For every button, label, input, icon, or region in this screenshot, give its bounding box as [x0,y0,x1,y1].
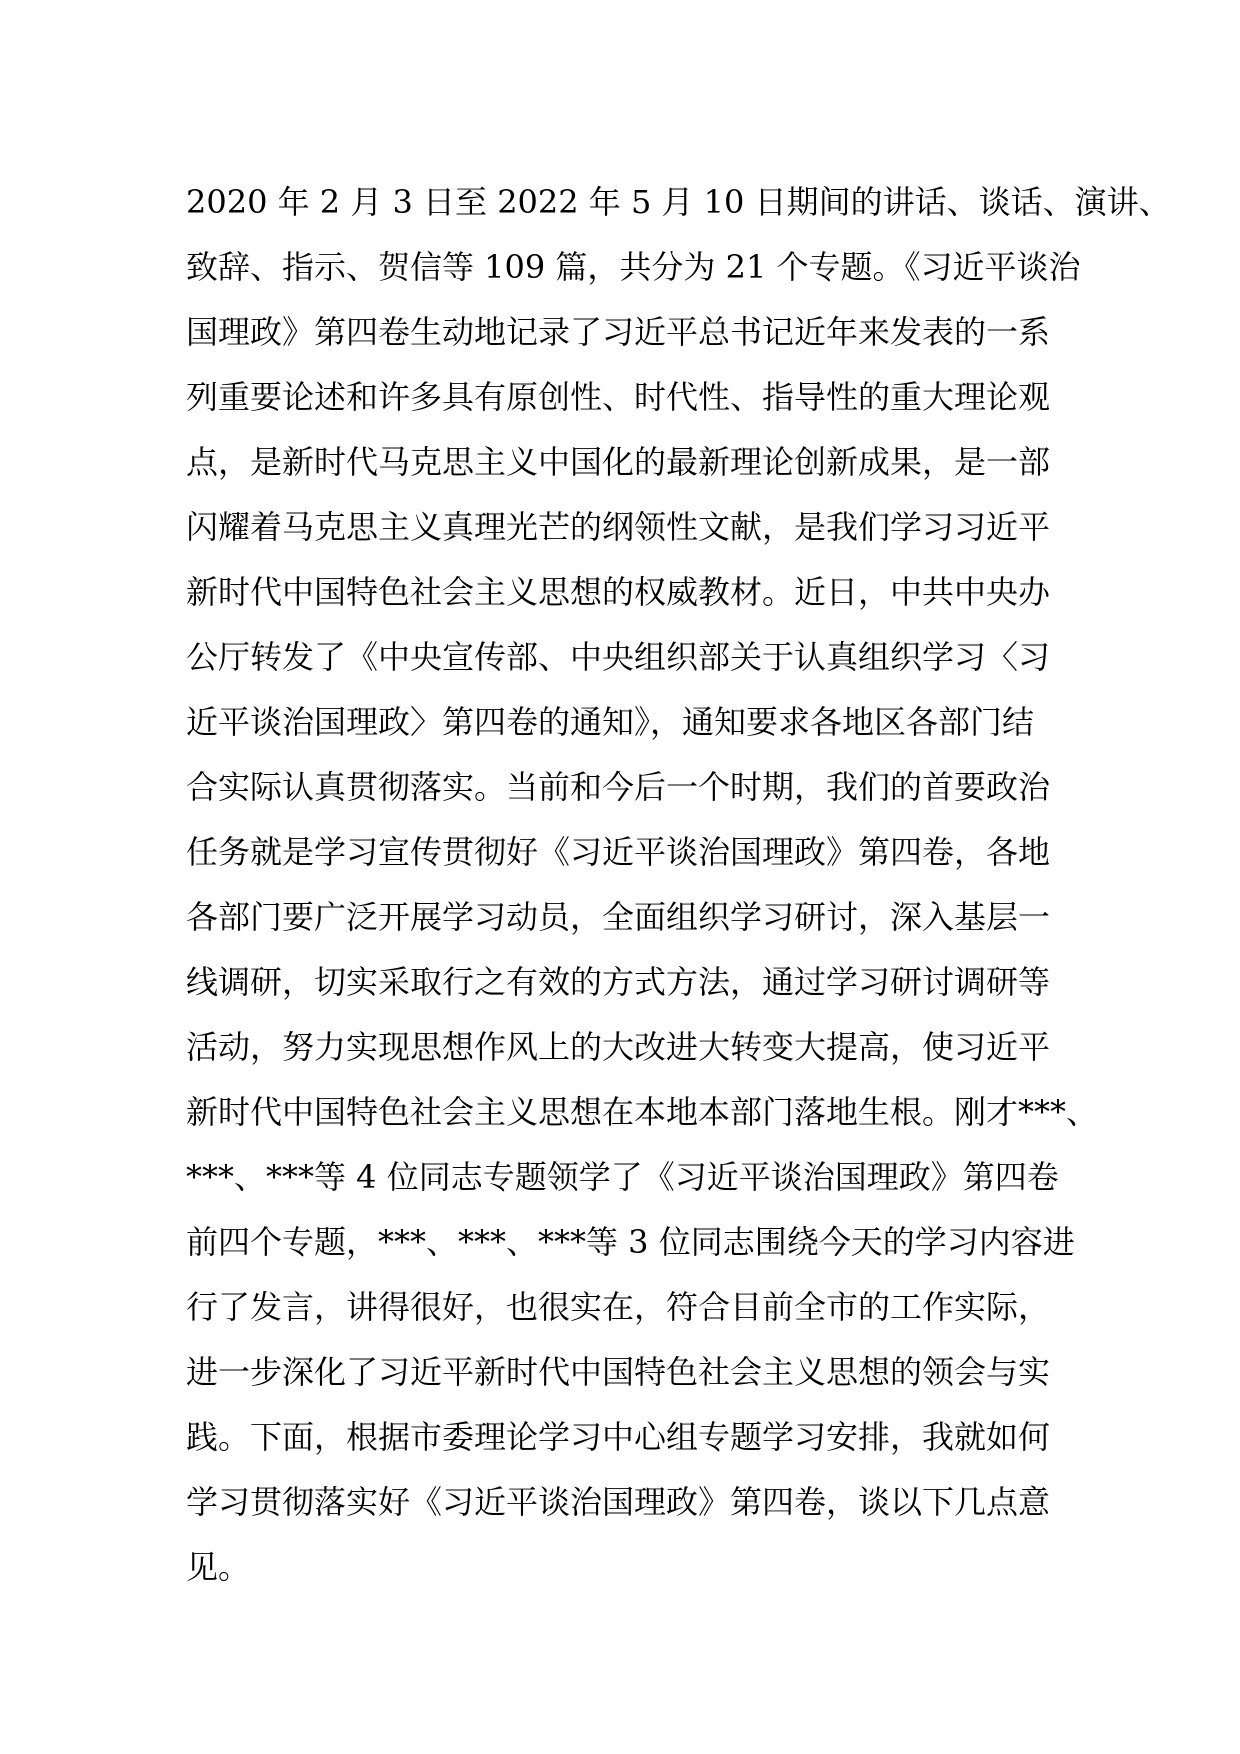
text-line: ***、***等 4 位同志专题领学了《习近平谈治国理政》第四卷 [186,1158,1059,1196]
text-line: 点，是新时代马克思主义中国化的最新理论创新成果，是一部 [186,443,1051,481]
body-paragraph [186,170,1171,1600]
text-line: 践。下面，根据市委理论学习中心组专题学习安排，我就如何 [186,1418,1051,1456]
text-line: 行了发言，讲得很好，也很实在，符合目前全市的工作实际， [186,1288,1051,1326]
text-line: 见。 [186,1548,251,1586]
text-line: 致辞、指示、贺信等 109 篇，共分为 21 个专题。《习近平谈治 [186,248,1081,286]
text-line: 公厅转发了《中央宣传部、中央组织部关于认真组织学习〈习 [186,638,1051,676]
text-line: 闪耀着马克思主义真理光芒的纲领性文献，是我们学习习近平 [186,508,1051,546]
text-line: 国理政》第四卷生动地记录了习近平总书记近年来发表的一系 [186,313,1051,351]
text-line: 任务就是学习宣传贯彻好《习近平谈治国理政》第四卷，各地 [186,833,1051,871]
text-line: 新时代中国特色社会主义思想在本地本部门落地生根。刚才***、 [186,1093,1099,1131]
text-line: 前四个专题，***、***、***等 3 位同志围绕今天的学习内容进 [186,1223,1075,1261]
text-line: 进一步深化了习近平新时代中国特色社会主义思想的领会与实 [186,1353,1051,1391]
text-line: 各部门要广泛开展学习动员，全面组织学习研讨，深入基层一 [186,898,1051,936]
text-line: 学习贯彻落实好《习近平谈治国理政》第四卷，谈以下几点意 [186,1483,1051,1521]
text-line: 活动，努力实现思想作风上的大改进大转变大提高，使习近平 [186,1028,1051,1066]
text-line: 列重要论述和许多具有原创性、时代性、指导性的重大理论观 [186,378,1051,416]
text-line: 线调研，切实采取行之有效的方式方法，通过学习研讨调研等 [186,963,1051,1001]
text-line: 合实际认真贯彻落实。当前和今后一个时期，我们的首要政治 [186,768,1051,806]
text-line: 新时代中国特色社会主义思想的权威教材。近日，中共中央办 [186,573,1051,611]
text-line: 2020 年 2 月 3 日至 2022 年 5 月 10 日期间的讲话、谈话、演讲、 [186,183,1171,221]
text-line: 近平谈治国理政〉第四卷的通知》，通知要求各地区各部门结 [186,703,1035,741]
